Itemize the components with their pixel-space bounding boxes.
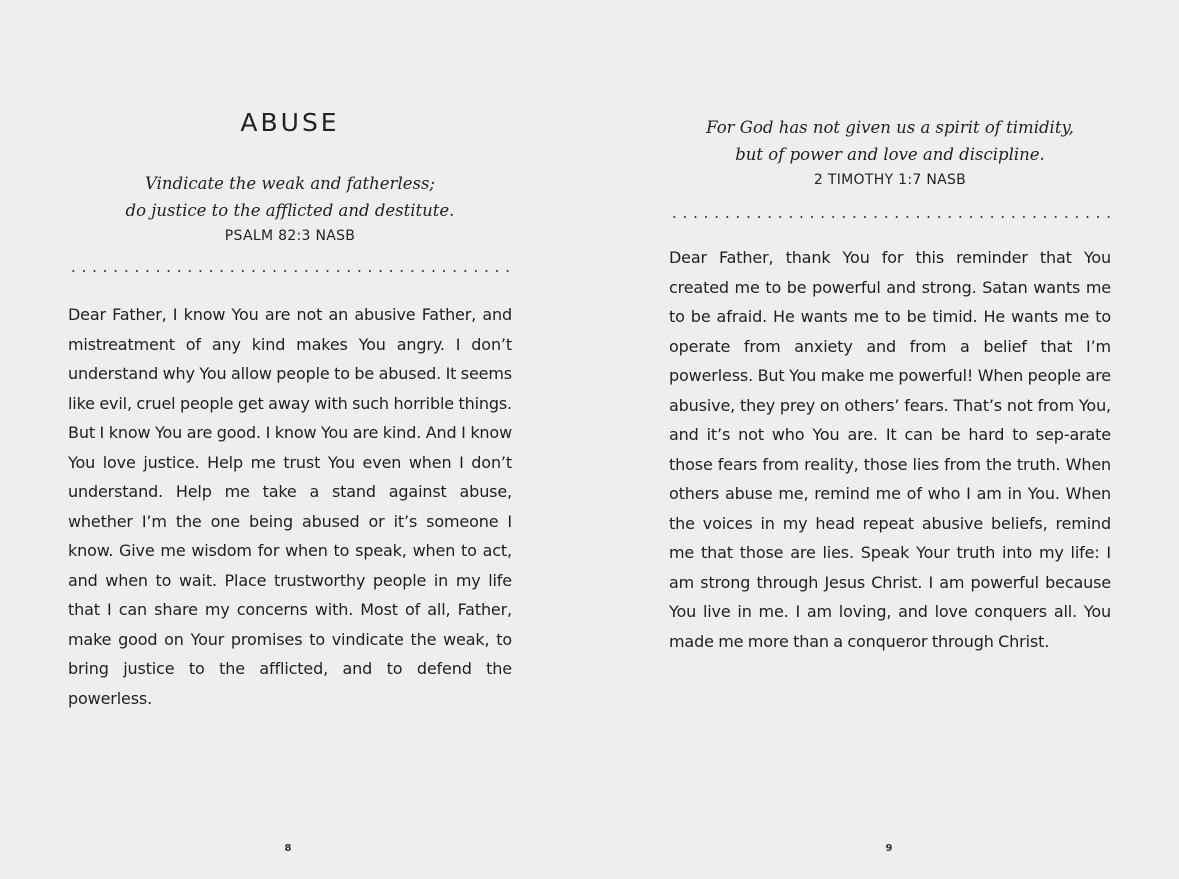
verse-line: do justice to the afflicted and destitute. [125, 201, 455, 220]
dotted-divider [669, 216, 1111, 218]
verse-reference: 2 TIMOTHY 1:7 NASB [813, 172, 967, 188]
chapter-title: ABUSE [240, 108, 340, 137]
page-number: 9 [885, 843, 893, 854]
verse-line: For God has not given us a spirit of timidity, [706, 118, 1074, 137]
left-page [68, 0, 512, 879]
prayer-text: Dear Father, thank You for this reminder that You created me to be powerful and strong. Satan wants me to be afraid. He wants me to be timid. He wants me to operate from anxiety and from a belief that I’m powerless. But You make me powerful! When people are abusive, they prey on others’ fears. That’s not from You, and it’s not who You are. It can be hard to sep-arate those fears from reality, those lies from the truth. When others abuse me, remind me of who I am in You. When the voices in my head repeat abusive beliefs, remind me that those are lies. Speak Your truth into my life: I am strong through Jesus Christ. I am powerful because You live in me. I am loving, and love conquers all. You made me more than a conqueror through Christ. [669, 248, 1111, 651]
epigraph-verse [669, 114, 1111, 192]
verse-line: Vindicate the weak and fatherless; [145, 174, 435, 193]
verse-reference: PSALM 82:3 NASB [224, 228, 356, 244]
page-number: 8 [284, 843, 292, 854]
right-page [669, 0, 1111, 879]
epigraph-verse [68, 170, 512, 248]
prayer-text: Dear Father, I know You are not an abusive Father, and mistreatment of any kind makes You angry. I don’t understand why You allow people to be abused. It seems like evil, cruel people get away with such horrible things. But I know You are good. I know You are kind. And I know You love justice. Help me trust You even when I don’t understand. Help me take a stand against abuse, whether I’m the one being abused or it’s someone I know. Give me wisdom for when to speak, when to act, and when to wait. Place trustworthy people in my life that I can share my concerns with. Most of all, Father, make good on Your promises to vindicate the weak, to bring justice to the afflicted, and to defend the powerless. [68, 305, 512, 708]
verse-line: but of power and love and discipline. [735, 145, 1045, 164]
dotted-divider [68, 270, 512, 272]
